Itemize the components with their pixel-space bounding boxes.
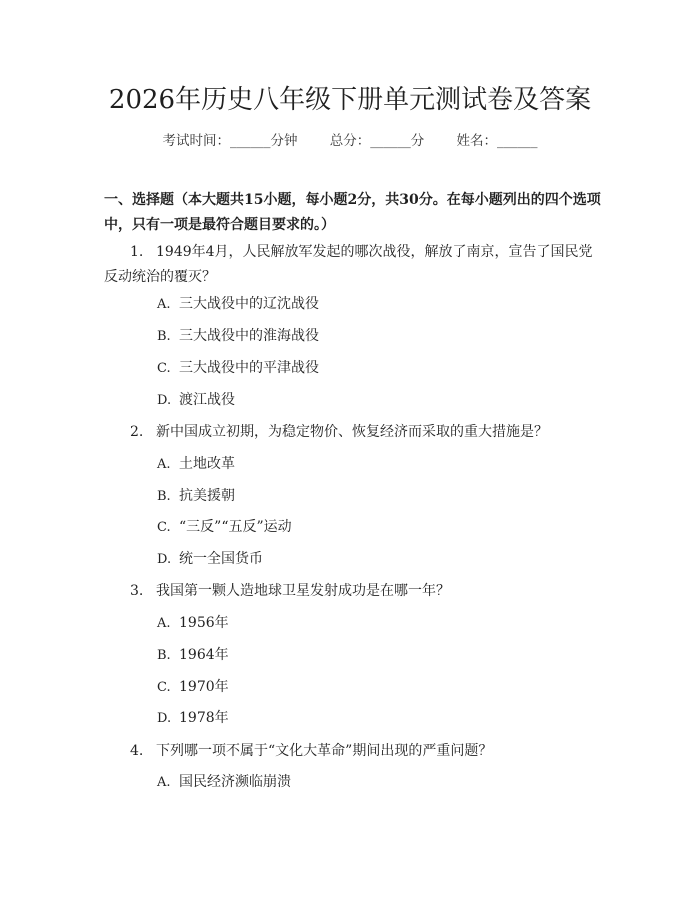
question-3 — [130, 581, 450, 601]
question-number: 3. — [130, 583, 144, 599]
option-letter: D. — [157, 711, 172, 726]
student-name-field: 姓名：______ — [456, 133, 538, 149]
option-letter: B. — [157, 648, 171, 663]
option-2d — [157, 549, 263, 570]
option-3b — [157, 645, 229, 666]
question-number: 2. — [130, 424, 144, 440]
question-text: 新中国成立初期，为稳定物价、恢复经济而采取的重大措施是？ — [156, 424, 548, 440]
option-letter: D. — [157, 393, 172, 408]
question-number: 1. — [130, 244, 144, 260]
option-letter: C. — [157, 361, 171, 376]
option-text: “三反”“五反”运动 — [179, 519, 292, 535]
section-heading: 一、选择题（本大题共15小题，每小题2分，共30分。在每小题列出的四个选项中，只有一项是最符合题目要求的。） — [104, 192, 601, 233]
question-number: 4. — [130, 743, 144, 759]
option-letter: C. — [157, 680, 171, 695]
option-3d — [157, 708, 229, 729]
option-4a — [157, 772, 291, 793]
option-text: 三大战役中的辽沈战役 — [179, 296, 319, 312]
option-text: 1956年 — [179, 615, 229, 631]
option-text: 1978年 — [179, 710, 229, 726]
option-1c — [157, 358, 319, 379]
option-letter: C. — [157, 520, 171, 535]
question-4 — [130, 741, 492, 761]
option-letter: B. — [157, 489, 171, 504]
question-1 — [104, 240, 604, 290]
option-letter: D. — [157, 552, 172, 567]
question-text: 我国第一颗人造地球卫星发射成功是在哪一年？ — [156, 583, 450, 599]
option-text: 1970年 — [179, 679, 229, 695]
option-text: 三大战役中的淮海战役 — [179, 328, 319, 344]
option-2a — [157, 454, 235, 475]
question-text: 1949年4月，人民解放军发起的哪次战役，解放了南京，宣告了国民党反动统治的覆灭？ — [104, 244, 593, 285]
option-text: 1964年 — [179, 647, 229, 663]
option-3a — [157, 613, 229, 634]
option-letter: A. — [157, 775, 171, 790]
page-title: 2026年历史八年级下册单元测试卷及答案 — [108, 85, 592, 115]
option-text: 国民经济濒临崩溃 — [179, 774, 291, 790]
option-1d — [157, 390, 235, 411]
question-2 — [130, 422, 548, 442]
option-3c — [157, 677, 229, 698]
total-score-field: 总分：______分 — [329, 133, 425, 149]
option-2b — [157, 486, 235, 507]
question-text: 下列哪一项不属于“文化大革命”期间出现的严重问题？ — [156, 743, 493, 759]
option-text: 土地改革 — [179, 456, 235, 472]
option-letter: A. — [157, 616, 171, 631]
option-letter: A. — [157, 457, 171, 472]
exam-info — [0, 131, 700, 151]
option-text: 抗美援朝 — [179, 488, 235, 504]
option-text: 渡江战役 — [179, 392, 235, 408]
option-text: 统一全国货币 — [179, 551, 263, 567]
exam-time-field: 考试时间：______分钟 — [162, 133, 298, 149]
option-text: 三大战役中的平津战役 — [179, 360, 319, 376]
option-letter: B. — [157, 329, 171, 344]
option-1b — [157, 326, 319, 347]
option-1a — [157, 294, 319, 315]
option-2c — [157, 517, 292, 538]
option-letter: A. — [157, 297, 171, 312]
